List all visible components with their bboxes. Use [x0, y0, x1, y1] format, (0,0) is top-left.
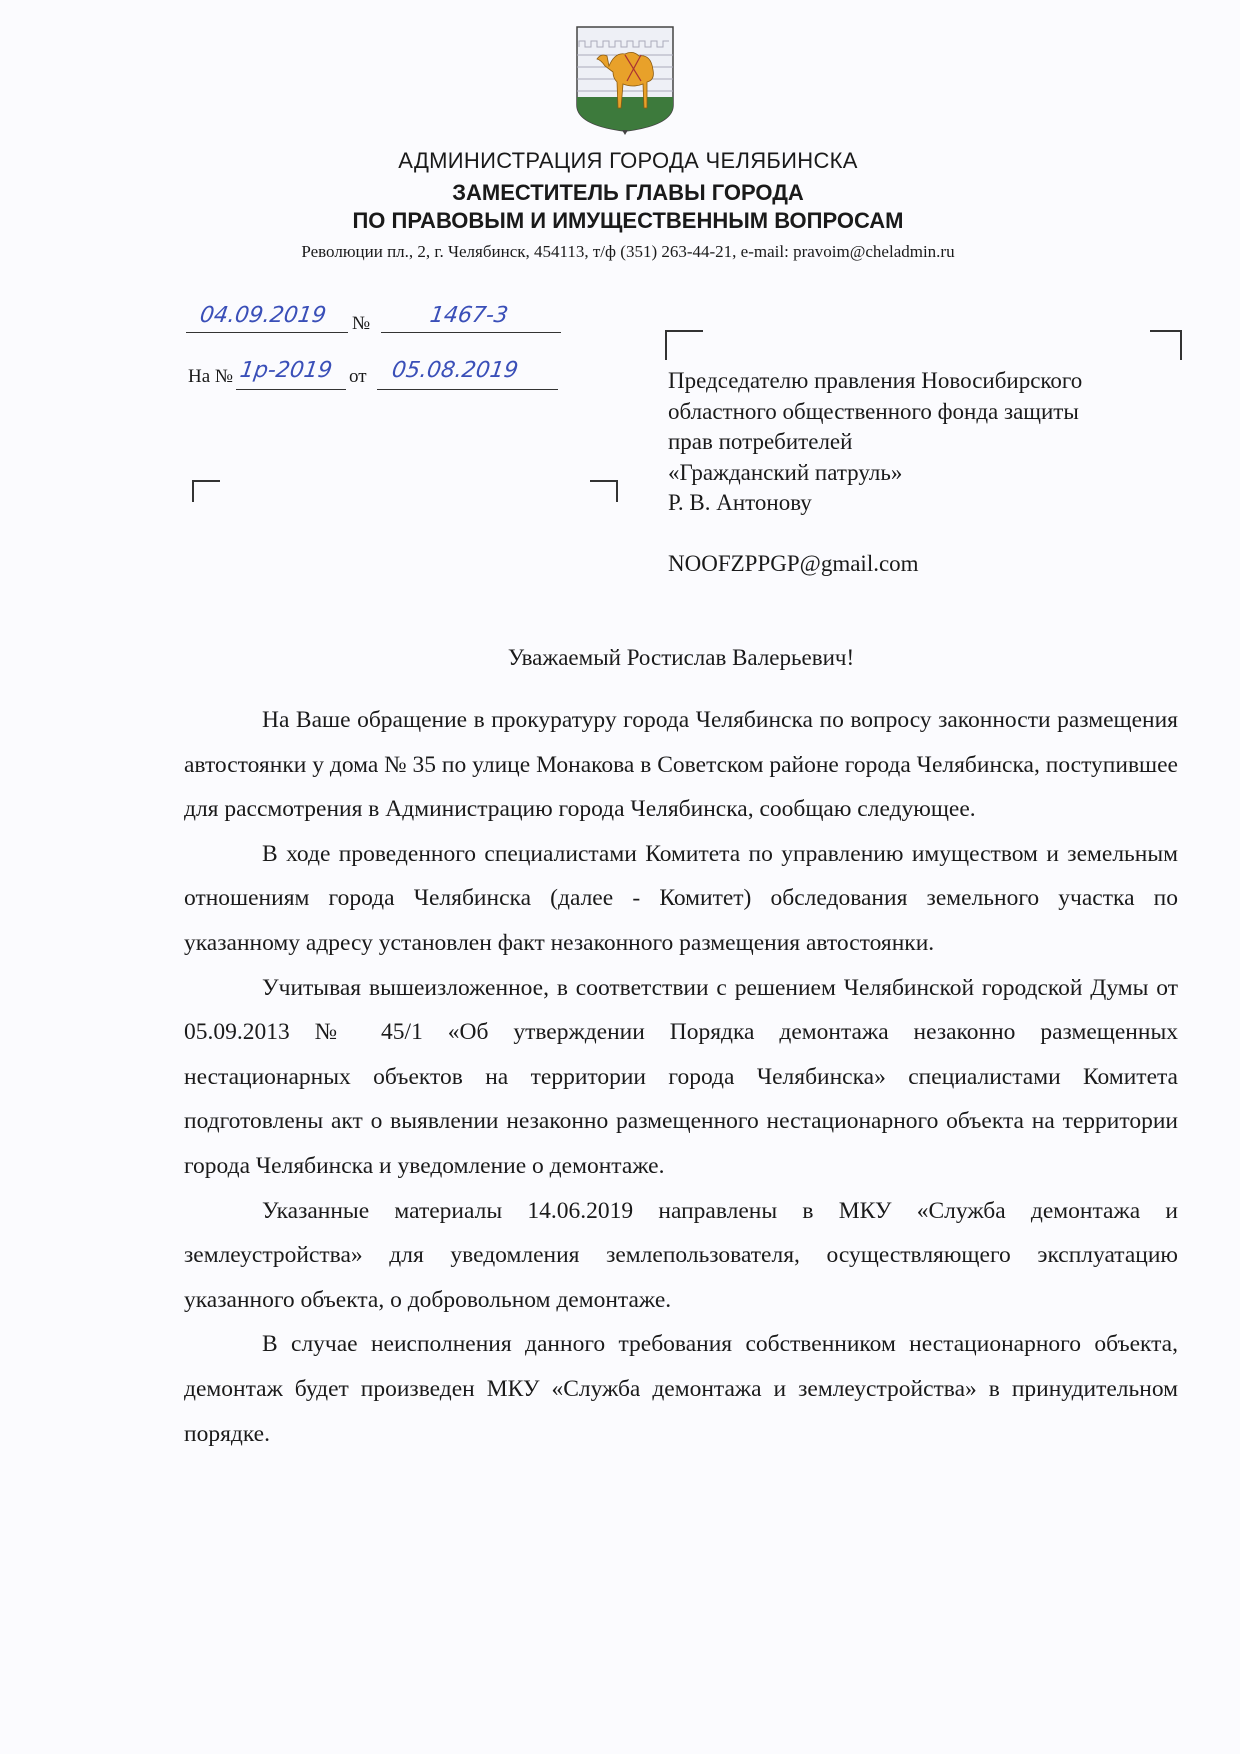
body-paragraph: В ходе проведенного специалистами Комитета по управлению имуществом и земельным отношениям города Челябинска (далее - Комитет) обследования земельного участка по указанному адресу установлен факт незаконного размещения автостоянки.	[184, 840, 1178, 956]
position-line-2: ПО ПРАВОВЫМ И ИМУЩЕСТВЕННЫМ ВОПРОСАМ	[352, 208, 904, 233]
letter-body	[184, 698, 1178, 1456]
body-paragraph: Указанные материалы 14.06.2019 направлены в МКУ «Служба демонтажа и землеустройства» для уведомления землепользователя, осуществляющего эксплуатацию указанного объекта, о добровольном демонтаже.	[184, 1197, 1178, 1313]
outgoing-date: 04.09.2019	[198, 303, 328, 328]
corner-mark	[590, 480, 618, 502]
number-underline	[381, 332, 561, 333]
body-paragraph: На Ваше обращение в прокуратуру города Челябинска по вопросу законности размещения автостоянки у дома № 35 по улице Монакова в Советском районе города Челябинска, поступившее для рассмотрения в Администрацию города Челябинска, сообщаю следующее.	[184, 707, 1178, 823]
reply-number-underline	[236, 389, 346, 390]
salutation: Уважаемый Ростислав Валерьевич!	[507, 645, 855, 670]
date-underline	[186, 332, 348, 333]
letterhead-address: Революции пл., 2, г. Челябинск, 454113, т/ф (351) 263-44-21, e-mail: pravoim@cheladmin.ru	[301, 242, 955, 261]
reply-label: На №	[188, 366, 234, 387]
addressee-line: Председателю правления Новосибирского	[668, 368, 1083, 393]
addressee-line: «Гражданский патруль»	[668, 459, 903, 485]
body-paragraph: В случае неисполнения данного требования собственником нестационарного объекта, демонтаж будет произведен МКУ «Служба демонтажа и землеустройства» в принудительном порядке.	[184, 1331, 1178, 1447]
outgoing-number: 1467-3	[428, 303, 510, 328]
organization-name: АДМИНИСТРАЦИЯ ГОРОДА ЧЕЛЯБИНСКА	[398, 148, 858, 173]
city-crest-logo	[575, 25, 675, 137]
addressee-email: NOOFZPPGP@gmail.com	[668, 550, 919, 576]
addressee-line: прав потребителей	[668, 429, 853, 454]
addressee-line: Р. В. Антонову	[668, 490, 812, 515]
reply-date: 05.08.2019	[390, 358, 520, 383]
position-line-1: ЗАМЕСТИТЕЛЬ ГЛАВЫ ГОРОДА	[452, 180, 804, 205]
corner-mark	[1150, 330, 1182, 360]
reply-date-underline	[377, 389, 558, 390]
reply-number: 1р-2019	[238, 358, 334, 383]
from-label: от	[349, 366, 367, 387]
corner-mark	[665, 330, 703, 360]
addressee-line: областного общественного фонда защиты	[668, 398, 1079, 424]
addressee-block	[668, 366, 1208, 579]
corner-mark	[192, 480, 220, 502]
body-paragraph: Учитывая вышеизложенное, в соответствии с решением Челябинской городской Думы от 05.09.2013 № 45/1 «Об утверждении Порядка демонтажа незаконно размещенных нестационарных объектов на территории города Челябинска» специалистами Комитета подготовлены акт о выявлении незаконно размещенного нестационарного объекта на территории города Челябинска и уведомление о демонтаже.	[184, 974, 1178, 1179]
number-label: №	[352, 313, 371, 334]
